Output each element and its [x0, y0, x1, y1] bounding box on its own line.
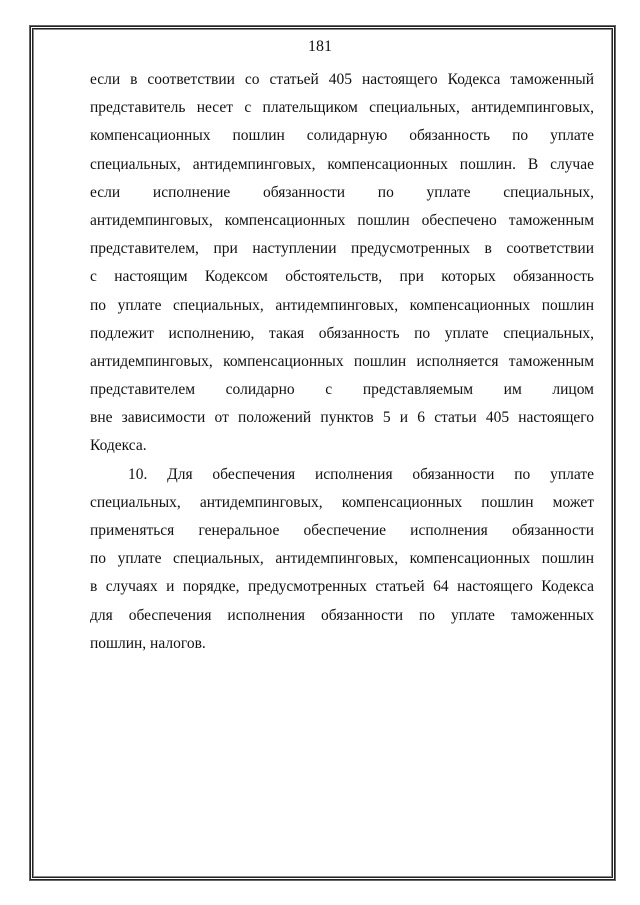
- text-line: с настоящим Кодексом обстоятельств, при которых обязанность: [90, 268, 594, 286]
- text-line: представителем, при наступлении предусмотренных в соответствии: [90, 240, 594, 258]
- text-line: по уплате специальных, антидемпинговых, компенсационных пошлин: [90, 550, 594, 568]
- text-line: в случаях и порядке, предусмотренных статьей 64 настоящего Кодекса: [90, 578, 594, 596]
- document-body: [90, 66, 594, 658]
- text-line: Кодекса.: [90, 437, 147, 455]
- paragraph-1: [90, 66, 594, 461]
- text-line: антидемпинговых, компенсационных пошлин обеспечено таможенным: [90, 211, 594, 229]
- text-line: по уплате специальных, антидемпинговых, компенсационных пошлин: [90, 296, 594, 314]
- text-line: представителем солидарно с представляемым им лицом: [90, 381, 594, 399]
- text-line: если исполнение обязанности по уплате специальных,: [90, 183, 594, 201]
- text-line: подлежит исполнению, такая обязанность по уплате специальных,: [90, 324, 594, 342]
- text-line: 10. Для обеспечения исполнения обязанности по уплате: [128, 465, 594, 483]
- text-line: компенсационных пошлин солидарную обязанность по уплате: [90, 127, 594, 145]
- text-line: антидемпинговых, компенсационных пошлин исполняется таможенным: [90, 352, 594, 370]
- text-line: специальных, антидемпинговых, компенсационных пошлин. В случае: [90, 155, 594, 173]
- text-line: вне зависимости от положений пунктов 5 и 6 статьи 405 настоящего: [90, 409, 594, 427]
- text-line: применяться генеральное обеспечение исполнения обязанности: [90, 522, 594, 539]
- page-number: 181: [308, 38, 332, 55]
- text-line: если в соответствии со статьей 405 настоящего Кодекса таможенный: [90, 71, 594, 88]
- text-line: представитель несет с плательщиком специальных, антидемпинговых,: [90, 99, 594, 117]
- paragraph-2: [90, 461, 594, 658]
- text-line: специальных, антидемпинговых, компенсационных пошлин может: [90, 493, 594, 511]
- text-line: пошлин, налогов.: [90, 634, 206, 652]
- text-line: для обеспечения исполнения обязанности по уплате таможенных: [90, 606, 594, 624]
